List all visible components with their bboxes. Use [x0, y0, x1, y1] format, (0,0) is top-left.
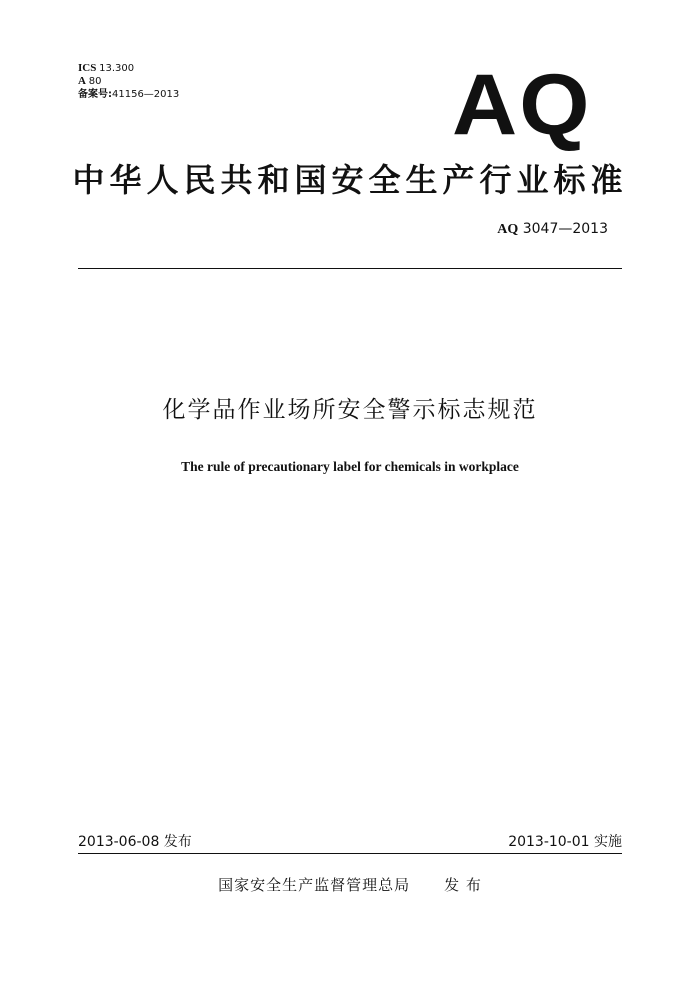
standard-code [497, 220, 608, 239]
ics-line: ICS 13.300 [78, 62, 135, 74]
document-title: 化学品作业场所安全警示标志规范 [162, 397, 538, 423]
footer-divider [78, 853, 622, 854]
standard-code-prefix: AQ [497, 222, 519, 237]
record-label: 备案号: [78, 89, 112, 100]
issuer-action: 发 布 [444, 876, 482, 894]
issue-date: 2013-06-08 发布 [78, 834, 192, 850]
ics-value: 13.300 [99, 63, 135, 74]
ccs-value: 80 [88, 76, 102, 87]
record-line [78, 88, 179, 101]
ccs-line: A 80 [78, 75, 102, 87]
implementation-date: 2013-10-01 实施 [508, 834, 622, 850]
record-value: 41156—2013 [112, 89, 180, 100]
document-subtitle: The rule of precautionary label for chemicals in workplace [181, 459, 519, 474]
standard-code-number: 3047—2013 [522, 221, 608, 237]
aq-logo: AQ [452, 57, 592, 153]
standard-meta [78, 62, 179, 101]
standard-category-title: 中华人民共和国安全生产行业标准 [72, 161, 628, 199]
header-divider [78, 268, 622, 269]
issuer [0, 875, 700, 895]
issuer-name: 国家安全生产监督管理总局 [218, 876, 411, 894]
